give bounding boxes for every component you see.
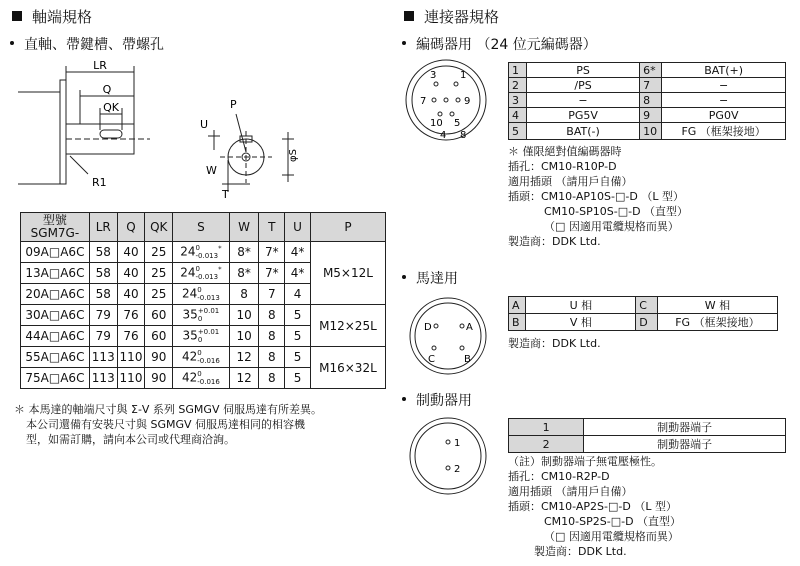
cell-t: 7*	[259, 263, 285, 284]
s-tolerance	[196, 265, 219, 281]
pin-cell: 7	[640, 78, 662, 93]
pin-cell: 5	[509, 123, 527, 140]
brake-note-polarity: （註）制動器端子無電壓極性。	[508, 455, 662, 468]
header-u: U	[285, 213, 311, 242]
cell-qk: 25	[145, 263, 173, 284]
s-tol-lower: -0.016	[197, 378, 220, 386]
encoder-plug-straight: CM10-SP10S-□-D （直型）	[544, 205, 689, 218]
shaft-subtitle: 直軸、帶鍵槽、帶螺孔	[6, 34, 164, 54]
cell-w: 8*	[229, 242, 259, 263]
cell-t: 8	[259, 305, 285, 326]
cell-u: 5	[285, 347, 311, 368]
motor-pin-label: B	[464, 354, 471, 365]
s-tol-upper: 0	[197, 349, 202, 357]
cell-q: 40	[117, 242, 145, 263]
cell-q: 110	[117, 347, 145, 368]
square-bullet-icon	[12, 11, 22, 21]
pin-cell: B	[509, 314, 526, 331]
bullet-dot-icon	[402, 275, 406, 279]
header-qk: QK	[145, 213, 173, 242]
p-label: P	[230, 98, 237, 111]
header-model: 型號 SGM7G-	[21, 213, 90, 242]
brake-maker: 製造商：DDK Ltd.	[534, 545, 627, 558]
table-row	[21, 242, 386, 263]
s-tolerance	[198, 328, 219, 344]
pin-cell: FG （框架接地）	[657, 314, 777, 331]
pin-cell: 8	[640, 93, 662, 108]
table-row	[509, 314, 778, 331]
s-tolerance	[196, 244, 219, 260]
note-line: ＊ 本馬達的軸端尺寸與 Σ-V 系列 SGMGV 伺服馬達有所差異。	[14, 403, 322, 416]
cell-lr: 113	[89, 347, 117, 368]
encoder-subtitle: 編碼器用 （24 位元編碼器）	[398, 34, 597, 54]
cell-model: 13A□A6C	[21, 263, 90, 284]
brake-notes	[508, 454, 681, 559]
cell-model: 30A□A6C	[21, 305, 90, 326]
pin-cell: W 相	[657, 297, 777, 314]
square-bullet-icon	[404, 11, 414, 21]
s-value: 35	[182, 307, 198, 322]
encoder-plug-l: 插頭：CM10-AP10S-□-D （L 型）	[508, 190, 684, 203]
cell-model: 09A□A6C	[21, 242, 90, 263]
encoder-pin-label: 8	[460, 130, 467, 141]
table-row	[509, 78, 786, 93]
s-tol-upper: 0	[195, 265, 200, 273]
cell-u: 4*	[285, 263, 311, 284]
encoder-notes	[508, 144, 688, 249]
cell-lr: 79	[89, 305, 117, 326]
encoder-maker: 製造商：DDK Ltd.	[508, 235, 601, 248]
pin-cell: PG0V	[662, 108, 786, 123]
pin-cell: U 相	[526, 297, 636, 314]
cell-u: 5	[285, 368, 311, 389]
s-tolerance	[197, 370, 220, 386]
cell-lr: 58	[89, 284, 117, 305]
motor-connector-face	[408, 296, 492, 380]
cell-w: 10	[229, 326, 259, 347]
motor-pin-table	[508, 296, 778, 331]
t-label: T	[222, 188, 229, 201]
brake-pin-table	[508, 418, 786, 453]
cell-lr: 79	[89, 326, 117, 347]
s-value: 42	[181, 370, 198, 385]
table-row	[509, 297, 778, 314]
encoder-pin-label: 5	[454, 118, 461, 129]
cell-u: 4*	[285, 242, 311, 263]
shaft-note	[14, 402, 394, 447]
brake-plug-l: 插頭：CM10-AP2S-□-D （L 型）	[508, 500, 677, 513]
bullet-dot-icon	[10, 41, 14, 45]
cell-q: 76	[117, 305, 145, 326]
note-line: 型，如需訂購，請向本公司或代理商洽詢。	[26, 433, 235, 446]
pin-cell: V 相	[526, 314, 636, 331]
s-value: 35	[182, 328, 198, 343]
cell-qk: 60	[145, 326, 173, 347]
table-header-row	[21, 213, 386, 242]
brake-plug-note: 適用插頭 （請用戶自備）	[508, 485, 633, 498]
s-tol-lower: -0.013	[195, 273, 219, 281]
brake-plug-straight: CM10-SP2S-□-D （直型）	[544, 515, 682, 528]
cell-q: 40	[117, 284, 145, 305]
pin-cell: FG （框架接地）	[662, 123, 786, 140]
cell-p: M12×25L	[310, 305, 385, 347]
s-tol-lower: 0	[197, 315, 203, 323]
encoder-receptacle: 插孔：CM10-R10P-D	[508, 160, 617, 173]
cell-model: 44A□A6C	[21, 326, 90, 347]
s-value: 24	[181, 286, 198, 301]
cell-q: 76	[117, 326, 145, 347]
encoder-pin-label: 10	[430, 118, 443, 129]
lr-label: LR	[93, 59, 107, 72]
s-value: 24	[180, 265, 196, 280]
s-tolerance	[198, 307, 219, 323]
pin-cell: D	[636, 314, 658, 331]
cell-s	[173, 284, 230, 305]
cell-u: 5	[285, 305, 311, 326]
s-tol-lower: -0.013	[197, 294, 220, 302]
s-tol-upper: 0	[195, 244, 200, 252]
pin-cell: 4	[509, 108, 527, 123]
brake-connector-face	[408, 416, 492, 500]
header-q: Q	[117, 213, 145, 242]
encoder-connector-face	[400, 56, 500, 148]
header-t: T	[259, 213, 285, 242]
s-tolerance	[197, 349, 220, 365]
pin-cell: 10	[640, 123, 662, 140]
bullet-dot-icon	[402, 41, 406, 45]
s-tol-upper: +0.01	[197, 307, 220, 315]
table-row	[21, 305, 386, 326]
connector-section-title: 連接器規格	[404, 6, 499, 27]
cell-t: 7*	[259, 242, 285, 263]
cell-qk: 90	[145, 347, 173, 368]
cell-q: 110	[117, 368, 145, 389]
pin-cell: 6*	[640, 63, 662, 78]
pin-cell: /PS	[526, 78, 639, 93]
cell-lr: 58	[89, 242, 117, 263]
pin-cell: C	[636, 297, 658, 314]
pin-cell: BAT(+)	[662, 63, 786, 78]
s-tol-upper: 0	[197, 286, 202, 294]
pin-cell: BAT(-)	[526, 123, 639, 140]
cell-q: 40	[117, 263, 145, 284]
table-row	[509, 93, 786, 108]
encoder-plug-remark: （□ 因適用電纜規格而異）	[544, 220, 679, 233]
cell-s	[173, 347, 230, 368]
cell-t: 8	[259, 368, 285, 389]
cell-s	[173, 263, 230, 284]
table-row	[21, 347, 386, 368]
brake-subtitle: 制動器用	[398, 390, 472, 410]
s-tol-lower: -0.016	[197, 357, 220, 365]
q-label: Q	[102, 83, 112, 96]
cell-s	[173, 326, 230, 347]
table-row	[509, 63, 786, 78]
s-value: 24	[180, 244, 196, 259]
note-line: 本公司還備有安裝尺寸與 SGMGV 伺服馬達相同的相容機	[26, 418, 306, 431]
s-label: φS	[288, 149, 299, 162]
pin-cell: PG5V	[526, 108, 639, 123]
s-tol-lower: -0.013	[195, 252, 219, 260]
r1-label: R1	[92, 176, 107, 189]
motor-pin-label: C	[428, 354, 435, 365]
bullet-dot-icon	[402, 397, 406, 401]
cell-w: 12	[229, 368, 259, 389]
cell-lr: 58	[89, 263, 117, 284]
s-tol-upper: 0	[197, 370, 202, 378]
pin-cell: PS	[526, 63, 639, 78]
table-row	[509, 123, 786, 140]
pin-cell: −	[526, 93, 639, 108]
pin-cell: A	[509, 297, 526, 314]
cell-s	[173, 305, 230, 326]
encoder-pin-label: 3	[430, 70, 437, 81]
cell-qk: 90	[145, 368, 173, 389]
cell-s	[173, 242, 230, 263]
s-value: 42	[181, 349, 198, 364]
encoder-plug-note: 適用插頭 （請用戶自備）	[508, 175, 633, 188]
cell-qk: 25	[145, 242, 173, 263]
pin-cell: 1	[509, 63, 527, 78]
qk-label: QK	[103, 101, 119, 114]
encoder-pin-label: 9	[464, 96, 471, 107]
brake-pin-label: 1	[454, 438, 461, 449]
s-tol-lower: 0	[197, 336, 203, 344]
header-p: P	[310, 213, 385, 242]
motor-pin-label: A	[466, 322, 473, 333]
pin-cell: 制動器端子	[584, 419, 786, 436]
shaft-dimension-table	[20, 212, 386, 389]
cell-w: 8*	[229, 263, 259, 284]
pin-cell: 2	[509, 436, 584, 453]
pin-cell: 制動器端子	[584, 436, 786, 453]
table-row	[509, 108, 786, 123]
brake-plug-remark: （□ 因適用電纜規格而異）	[544, 530, 679, 543]
cell-p: M16×32L	[310, 347, 385, 389]
s-tolerance	[197, 286, 220, 302]
cell-t: 7	[259, 284, 285, 305]
pin-cell: 1	[509, 419, 584, 436]
motor-subtitle: 馬達用	[398, 268, 458, 288]
cell-lr: 113	[89, 368, 117, 389]
u-label: U	[200, 118, 209, 131]
pin-cell: 2	[509, 78, 527, 93]
pin-cell: 9	[640, 108, 662, 123]
cell-w: 12	[229, 347, 259, 368]
header-w: W	[229, 213, 259, 242]
header-s: S	[173, 213, 230, 242]
pin-cell: −	[662, 78, 786, 93]
encoder-note-asterisk: ＊ 僅限絕對值編碼器時	[508, 145, 622, 158]
cell-model: 55A□A6C	[21, 347, 90, 368]
header-lr: LR	[89, 213, 117, 242]
shaft-section-title: 軸端規格	[12, 6, 92, 27]
cell-w: 10	[229, 305, 259, 326]
motor-pin-label: D	[424, 322, 432, 333]
cell-model: 75A□A6C	[21, 368, 90, 389]
cell-t: 8	[259, 326, 285, 347]
w-label: W	[206, 164, 217, 177]
cell-qk: 60	[145, 305, 173, 326]
s-asterisk: *	[218, 244, 222, 253]
table-row	[509, 419, 786, 436]
pin-cell: −	[662, 93, 786, 108]
brake-receptacle: 插孔：CM10-R2P-D	[508, 470, 610, 483]
cell-w: 8	[229, 284, 259, 305]
cell-t: 8	[259, 347, 285, 368]
cell-u: 4	[285, 284, 311, 305]
pin-cell: 3	[509, 93, 527, 108]
encoder-pin-table	[508, 62, 786, 140]
table-row	[509, 436, 786, 453]
brake-pin-label: 2	[454, 464, 461, 475]
encoder-pin-label: 1	[460, 70, 467, 81]
s-tol-upper: +0.01	[197, 328, 220, 336]
cell-qk: 25	[145, 284, 173, 305]
cell-p: M5×12L	[310, 242, 385, 305]
shaft-side-diagram	[0, 52, 320, 202]
cell-model: 20A□A6C	[21, 284, 90, 305]
encoder-pin-label: 4	[440, 130, 447, 141]
cell-s	[173, 368, 230, 389]
s-asterisk: *	[218, 265, 222, 274]
cell-u: 5	[285, 326, 311, 347]
motor-maker: 製造商：DDK Ltd.	[508, 337, 601, 350]
encoder-pin-label: 7	[420, 96, 427, 107]
